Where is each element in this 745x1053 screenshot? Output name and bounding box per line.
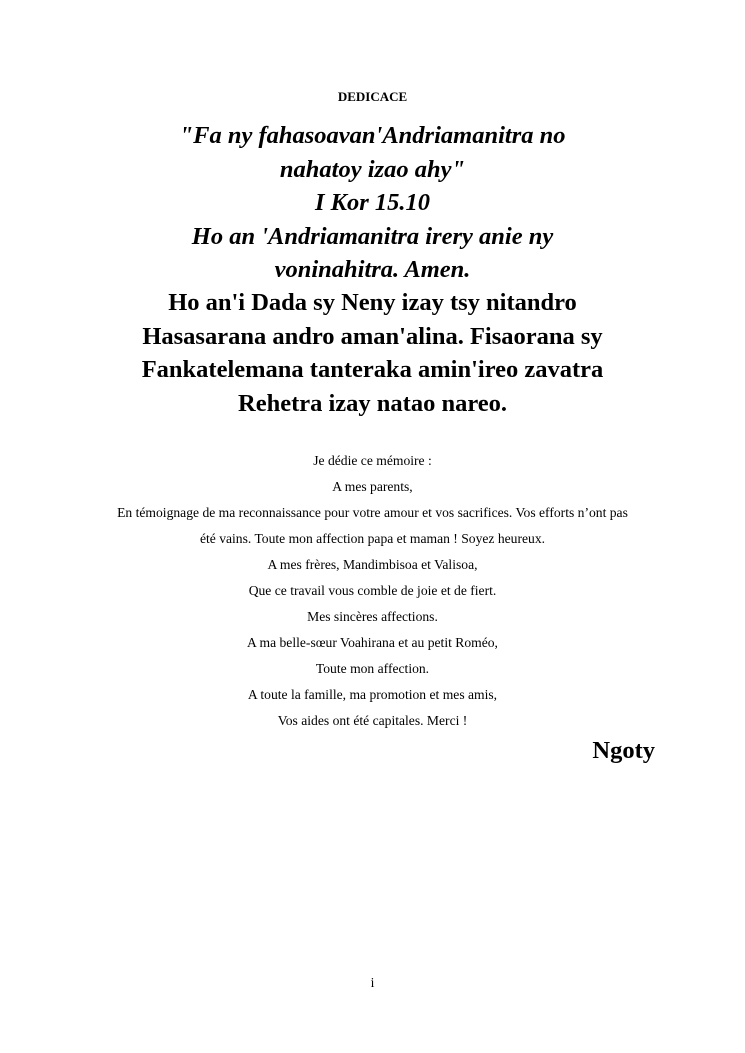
parents-thanks-block (100, 286, 645, 420)
verse-line: I Kor 15.10 (314, 189, 431, 216)
verse-line: voninahitra. Amen. (274, 256, 471, 283)
page-number: i (370, 975, 375, 990)
dedication-line: En témoignage de ma reconnaissance pour votre amour et vos sacrifices. Vos efforts n’ont pas (117, 505, 628, 520)
dedication-block (86, 448, 659, 734)
verse-line: "Fa ny fahasoavan'Andriamanitra no (179, 122, 566, 149)
verse-line: Ho an 'Andriamanitra irery anie ny (191, 222, 554, 250)
dedication-line: A mes frères, Mandimbisoa et Valisoa, (267, 557, 478, 572)
dedication-line: Mes sincères affections. (307, 609, 438, 624)
dedication-line: Je dédie ce mémoire : (313, 453, 432, 468)
thanks-line: Fankatelemana tanteraka amin'ireo zavatra (141, 356, 604, 383)
author-signature: Ngoty (592, 737, 655, 764)
dedication-line: été vains. Toute mon affection papa et maman ! Soyez heureux. (199, 531, 546, 546)
thanks-line: Hasasarana andro aman'alina. Fisaorana sy (142, 322, 603, 350)
verse-line: nahatoy izao ahy" (279, 155, 466, 183)
dedication-line: Toute mon affection. (315, 661, 430, 676)
dedication-line: A mes parents, (332, 479, 413, 494)
thanks-line: Ho an'i Dada sy Neny izay tsy nitandro (168, 289, 577, 316)
thanks-line: Rehetra izay natao nareo. (238, 389, 507, 417)
dedication-line: Vos aides ont été capitales. Merci ! (277, 713, 468, 728)
dedication-line: Que ce travail vous comble de joie et de fiert. (248, 583, 497, 598)
dedication-line: A ma belle-sœur Voahirana et au petit Roméo, (247, 635, 498, 650)
dedication-line: A toute la famille, ma promotion et mes amis, (247, 687, 498, 702)
bible-verse-block (100, 119, 645, 287)
page-heading: DEDICACE (337, 89, 408, 104)
